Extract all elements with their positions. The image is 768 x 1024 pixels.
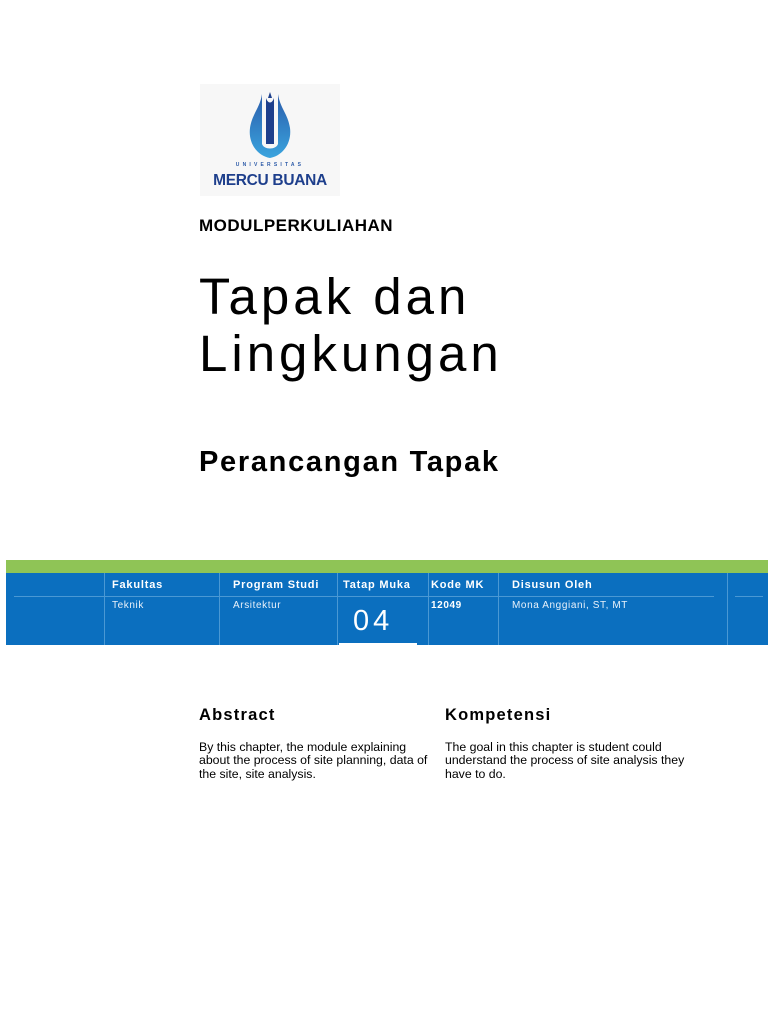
value-kode-mk: 12049 [431, 600, 462, 611]
table-row-divider [14, 596, 714, 597]
university-logo [200, 84, 340, 196]
abstract-text: By this chapter, the module explaining about the process of site planning, data of the site, site analysis. [199, 740, 428, 781]
header-tatap-muka: Tatap Muka [343, 579, 411, 591]
header-program-studi: Program Studi [233, 579, 320, 591]
tatap-muka-underline [339, 643, 417, 646]
mercu-buana-emblem-icon [200, 84, 340, 164]
green-band [6, 560, 768, 573]
kompetensi-text: The goal in this chapter is student could understand the process of site analysis they have to do. [445, 740, 685, 781]
title-line-1: Tapak dan [199, 268, 471, 325]
table-divider [337, 573, 338, 645]
logo-name-text: MERCU BUANA [213, 172, 327, 189]
title-line-2: Lingkungan [199, 325, 503, 382]
table-divider [219, 573, 220, 645]
value-disusun-oleh: Mona Anggiani, ST, MT [512, 600, 628, 611]
header-disusun-oleh: Disusun Oleh [512, 579, 593, 591]
module-label: MODULPERKULIAHAN [199, 216, 394, 235]
table-divider [428, 573, 429, 645]
abstract-heading: Abstract [199, 706, 276, 724]
table-divider [104, 573, 105, 645]
header-fakultas: Fakultas [112, 579, 164, 591]
table-divider [727, 573, 728, 645]
document-title [199, 268, 503, 382]
logo-university-text: UNIVERSITAS [235, 162, 305, 168]
table-divider [498, 573, 499, 645]
table-row-divider [735, 596, 763, 597]
value-fakultas: Teknik [112, 600, 144, 611]
header-kode-mk: Kode MK [431, 579, 485, 591]
value-program-studi: Arsitektur [233, 600, 282, 611]
value-tatap-muka: 04 [353, 605, 394, 637]
document-subtitle: Perancangan Tapak [199, 446, 500, 478]
kompetensi-heading: Kompetensi [445, 706, 552, 724]
